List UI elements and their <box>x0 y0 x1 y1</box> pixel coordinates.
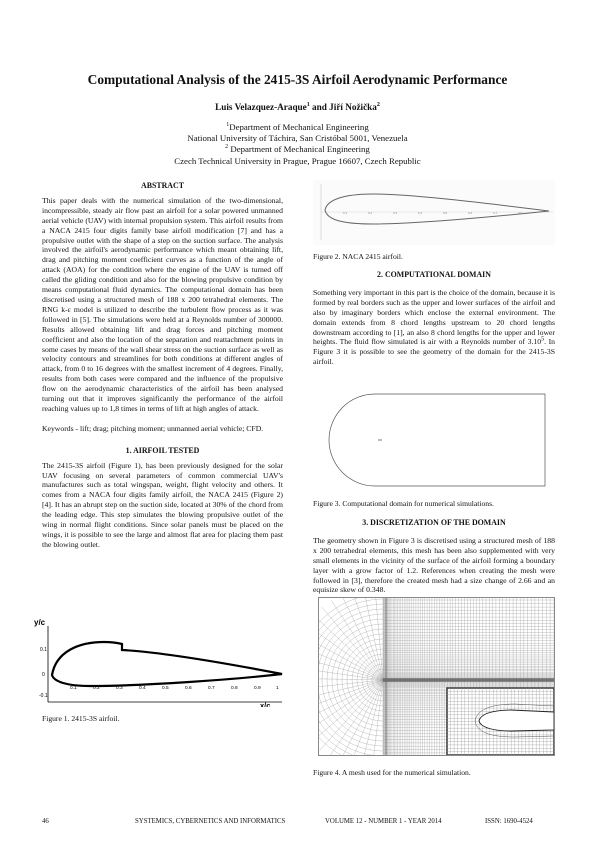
mesh-inset-zoom <box>447 688 554 755</box>
figure-2-caption: Figure 2. NACA 2415 airfoil. <box>313 252 403 261</box>
figure-1-caption: Figure 1. 2415-3S airfoil. <box>42 714 120 723</box>
section-2-text: Something very important in this part is the choice of the domain, because it is formed by real borders such as the upper and lower surfaces of the airfoil and also by imaginary borders which enclose the external environment. The domain extends from 8 chord lengths upstream to 20 chord lengths downstream according to [1], an also 8 chord lengths for the upper and lower heights. The fluid flow simulated is air with a Reynolds number of 3.10$^5$. In Figure 3 it is possible to see the geometry of the domain for the 2415-3S airfoil. <box>313 287 555 367</box>
section-2 <box>313 270 555 367</box>
abstract-text: This paper deals with the numerical simulation of the two-dimensional, incompressible, steady air flow past an airfoil for a solar powered unmanned aerial vehicle (UAV) with internal propulsion system. This airfoil results from a NACA 2415 four digits family base airfoil modification [7] and has a propulsive outlet with the shape of a step on the suction surface. The analysis involved the airfoil's aerodynamic performance which meant obtaining lift, drag and pitching moment coefficient curves as a function of the angle of attack (AOA) for the condition where the engine of the UAV is turned off called the gliding condition and also for the blowing propulsive condition by means computational fluid dynamics. The computational domain has been discretised using a structured mesh of 188 x 200 tetrahedral elements. The RNG k-ε model is utilized to describe the turbulent flow process as it was followed in [5]. The simulations were held at a Reynolds number of 300000. Results allowed obtaining lift and drag forces and pitching moment coefficient and also the location of the separation and reattachment points in some cases by means of the wall shear stress on the suction surface as well as velocity contours and streamlines for both conditions at different angles of attack, from 0 to 16 degrees with the smallest increment of 4 degrees. Finally, results from both cases were compared and the influence of the propulsive flow on the aerodynamic characteristics of the airfoil has been analysed turning out that it improves significantly the performance of the airfoil reaching values up to 1,8 times in terms of lift at high angles of attack. <box>42 195 283 413</box>
author-1: Luis Velazquez-Araque <box>215 102 307 112</box>
figure-1-plot <box>30 612 288 707</box>
figure-3-caption: Figure 3. Computational domain for numerical simulations. <box>313 499 494 508</box>
svg-text:0.1: 0.1 <box>343 211 348 215</box>
figure-4 <box>318 597 555 756</box>
naca-2415-shape <box>325 194 549 224</box>
figure-2-plot <box>313 180 555 245</box>
author-2: Jiří Nožička <box>329 102 377 112</box>
paper-title: Computational Analysis of the 2415-3S Airfoil Aerodynamic Performance <box>87 72 508 87</box>
svg-text:0.5: 0.5 <box>443 211 448 215</box>
svg-text:0.4: 0.4 <box>139 686 146 691</box>
svg-text:0.6: 0.6 <box>185 686 192 691</box>
svg-text:0.1: 0.1 <box>40 647 47 653</box>
svg-text:0.2: 0.2 <box>368 211 373 215</box>
svg-text:1: 1 <box>276 686 279 691</box>
svg-text:0.6: 0.6 <box>468 211 473 215</box>
svg-text:0.8: 0.8 <box>518 211 523 215</box>
affiliations: $^1$Department of Mechanical Engineering National University of Táchira, San Cristóbal 5001, Venezuela $^2$ Department of Mechanical Engineering Czech Technical University in Prague, Prague 16607, Czech Republic <box>174 122 421 166</box>
left-column-text <box>42 181 283 550</box>
figure-2 <box>313 180 555 245</box>
figure-4-caption: Figure 4. A mesh used for the numerical simulation. <box>313 768 471 777</box>
svg-text:0.5: 0.5 <box>162 686 169 691</box>
issn: ISSN: 1690-4524 <box>485 818 533 825</box>
figure-3 <box>313 390 555 490</box>
svg-text:0: 0 <box>42 672 45 678</box>
section-1-text: The 2415-3S airfoil (Figure 1), has been previously designed for the solar UAV focusing on several parameters of common commercial UAV's manufactures such as total wingspan, weight, flight velocity and others. It comes from a NACA four digits family airfoil, the NACA 2415 (Figure 2) [4]. It has an abrupt step on the suction side, located at 30% of the chord from the leading edge. This step simulates the blowing propulsive outlet of the wing in normal flight conditions. Since solar panels must be placed on the wings, it is possible to see the large and almost flat area for placing them past the blowing outlet. <box>42 460 283 549</box>
journal-name: SYSTEMICS, CYBERNETICS AND INFORMATICS <box>135 818 286 825</box>
domain-boundary <box>329 394 545 486</box>
svg-text:0.7: 0.7 <box>208 686 215 691</box>
keywords: Keywords - lift; drag; pitching moment; unmanned aerial vehicle; CFD. <box>42 423 264 433</box>
svg-text:0.1: 0.1 <box>70 686 77 691</box>
section-1-heading: 1. AIRFOIL TESTED <box>125 445 200 455</box>
airfoil-2415-3s-shape <box>52 642 282 686</box>
svg-text:-0.1: -0.1 <box>39 693 48 699</box>
svg-text:0.3: 0.3 <box>116 686 123 691</box>
page-number: 46 <box>42 818 49 825</box>
svg-text:0.4: 0.4 <box>418 211 423 215</box>
svg-text:0.2: 0.2 <box>93 686 100 691</box>
authors: Luis Velazquez-Araque$^1$ and Jiří Nožička$^2$ <box>215 101 380 112</box>
svg-text:0.8: 0.8 <box>231 686 238 691</box>
volume-info: VOLUME 12 - NUMBER 1 - YEAR 2014 <box>325 818 442 825</box>
figure-3-domain <box>313 390 555 490</box>
svg-text:0.7: 0.7 <box>493 211 498 215</box>
section-3 <box>313 518 555 595</box>
svg-text:0.3: 0.3 <box>393 211 398 215</box>
section-2-heading: 2. COMPUTATIONAL DOMAIN <box>377 270 491 279</box>
figure-4-mesh <box>319 598 554 755</box>
section-3-heading: 3. DISCRETIZATION OF THE DOMAIN <box>362 518 506 527</box>
figure-1-ylabel: y/c <box>34 618 46 627</box>
section-3-text: The geometry shown in Figure 3 is discretised using a structured mesh of 188 x 200 tetrahedral elements, this mesh has been also supplemented with very small elements in the vicinity of the surface of the airfoil forming a boundary layer with a grow factor of 1.2. References when creating the mesh were followed in [3], therefore the created mesh had a size change of 2.66 and an equisize skew of 0.348. <box>313 535 555 595</box>
figure-1 <box>30 612 288 707</box>
svg-text:0.9: 0.9 <box>254 686 261 691</box>
abstract-heading: ABSTRACT <box>141 181 184 190</box>
figure-1-xlabel: x/c <box>260 701 271 707</box>
